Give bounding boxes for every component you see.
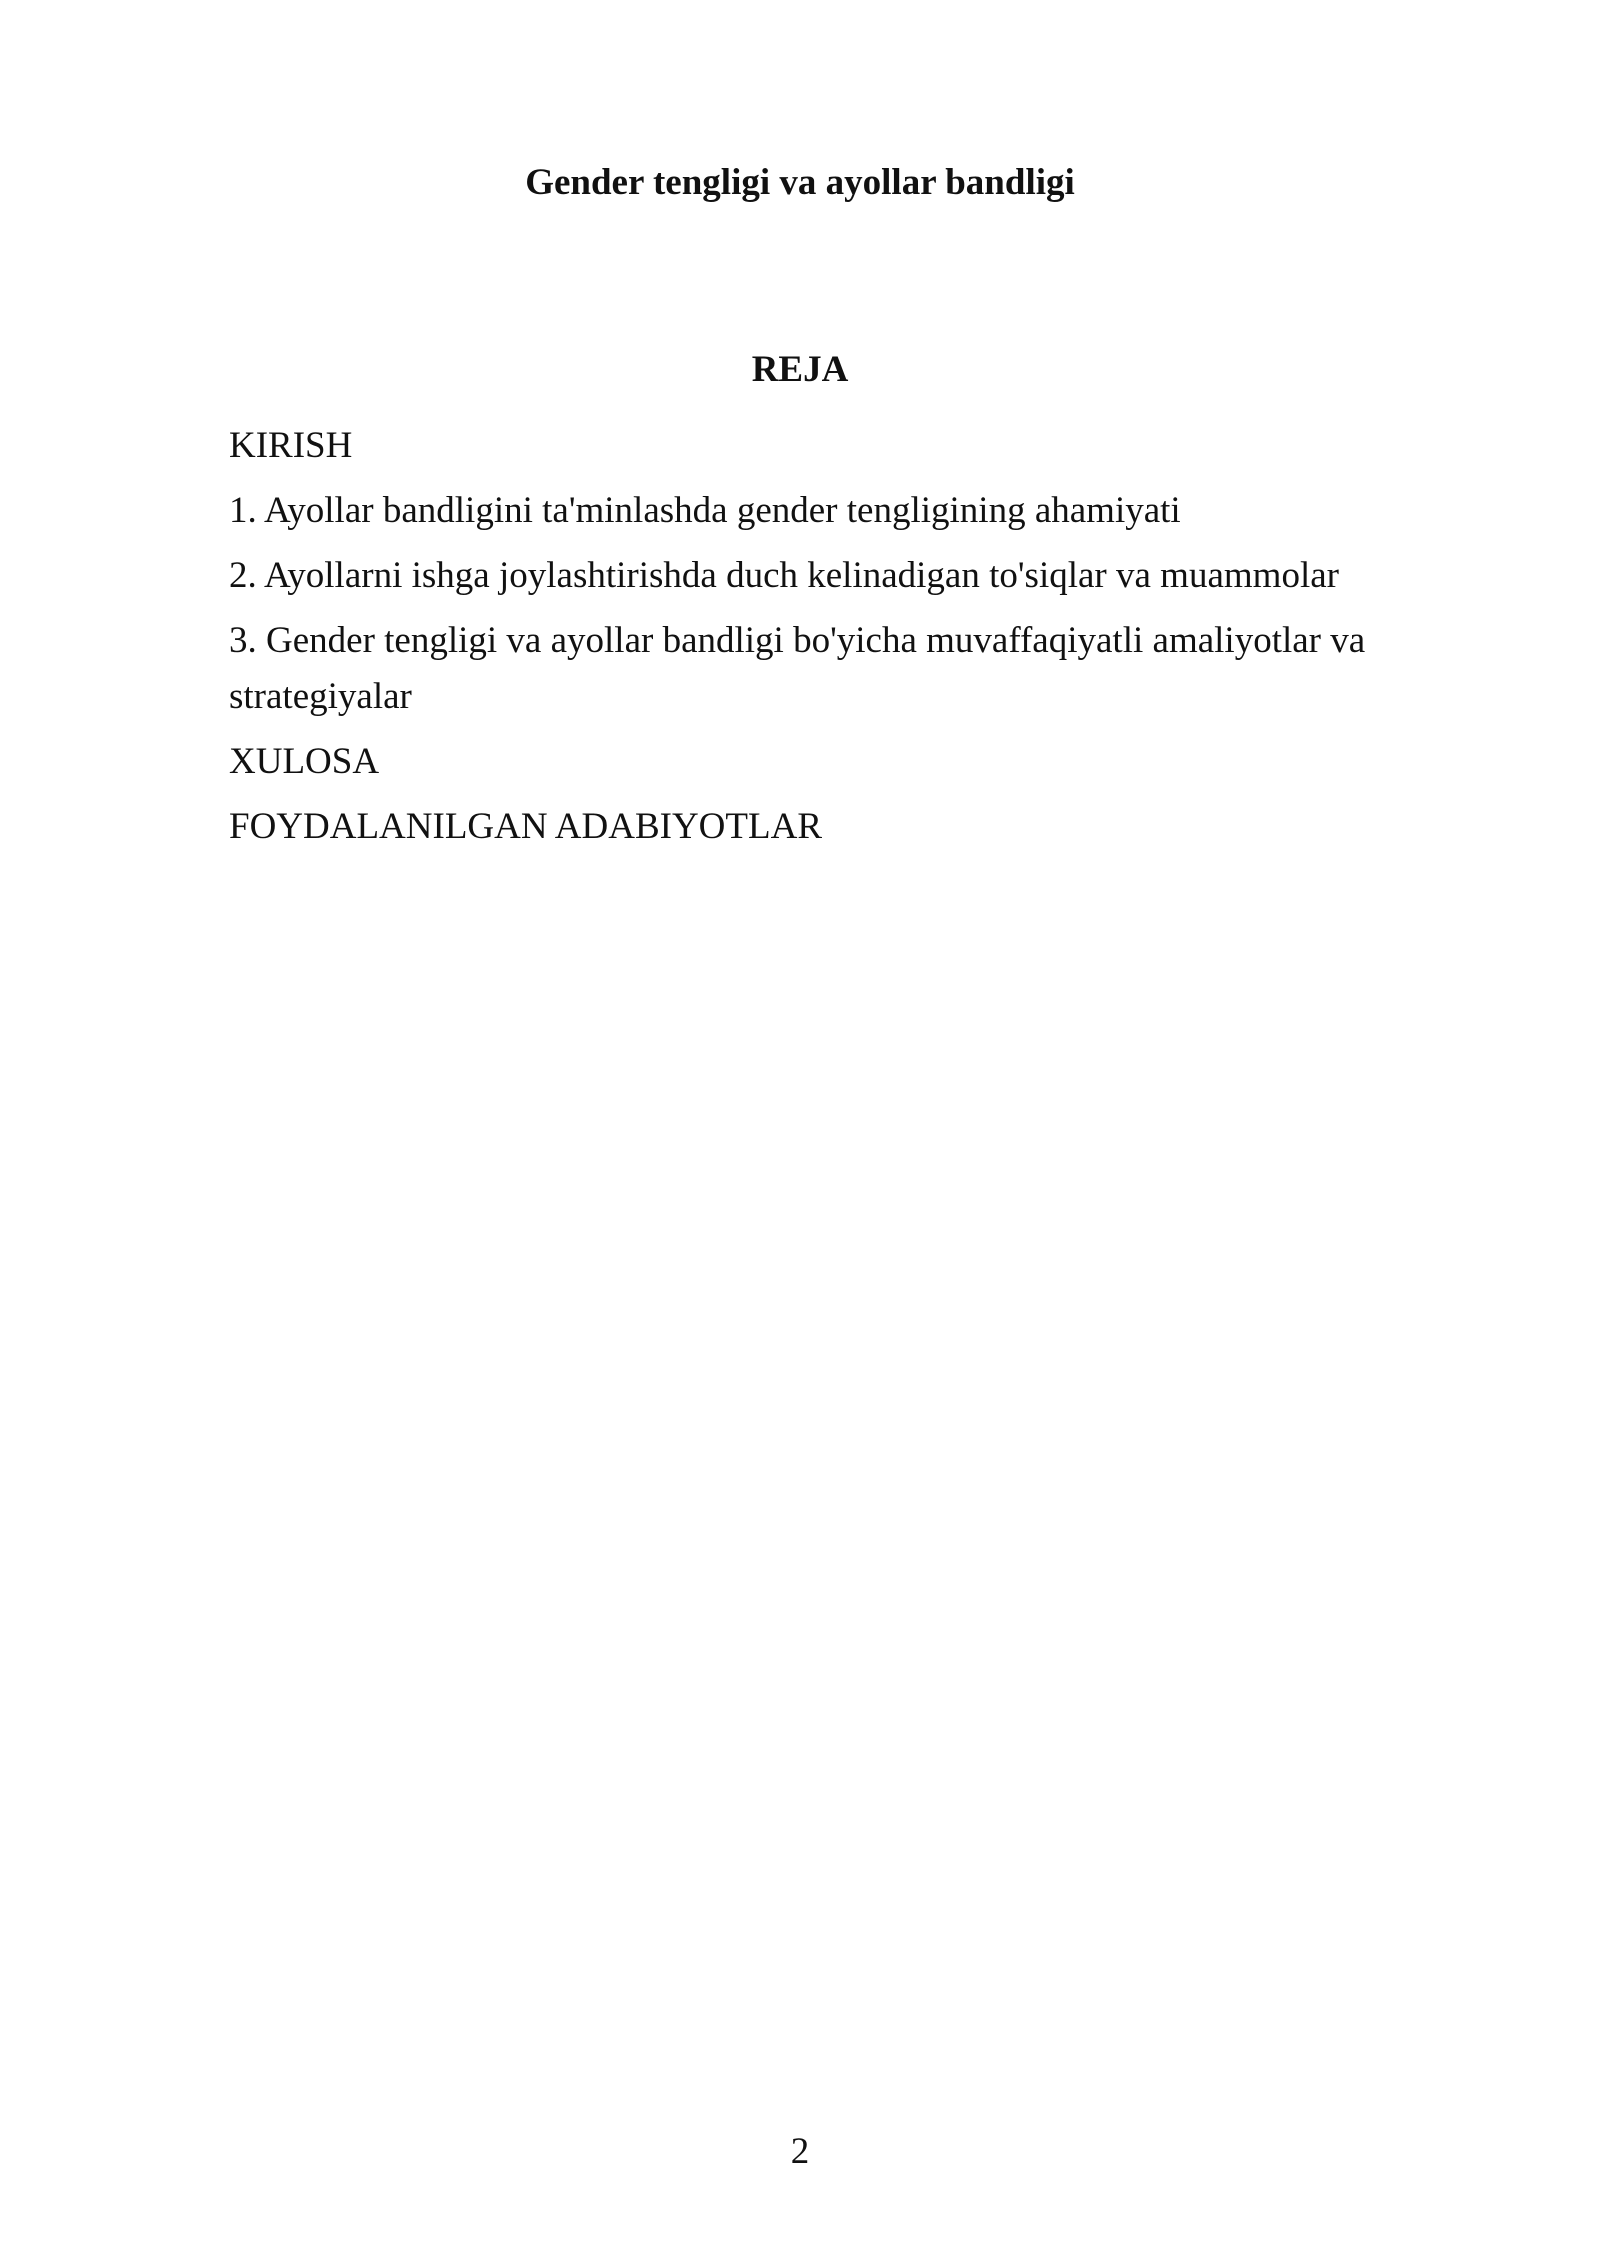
plan-item-introduction: KIRISH (229, 425, 353, 466)
plan-item-1: 1. Ayollar bandligini ta'minlashda gender tengligining ahamiyati (229, 490, 1181, 531)
plan-item-conclusion: XULOSA (229, 741, 380, 782)
page-number: 2 (790, 2131, 810, 2172)
plan-list (229, 418, 1389, 864)
plan-item-2: 2. Ayollarni ishga joylashtirishda duch kelinadigan to'siqlar va muammolar (229, 555, 1339, 596)
document-title: Gender tengligi va ayollar bandligi (525, 162, 1075, 203)
plan-heading: REJA (751, 349, 849, 390)
plan-item-references: FOYDALANILGAN ADABIYOTLAR (229, 806, 822, 847)
plan-item-3: 3. Gender tengligi va ayollar bandligi bo'yicha muvaffaqiyatli amaliyotlar va strategiyalar (229, 620, 1366, 717)
